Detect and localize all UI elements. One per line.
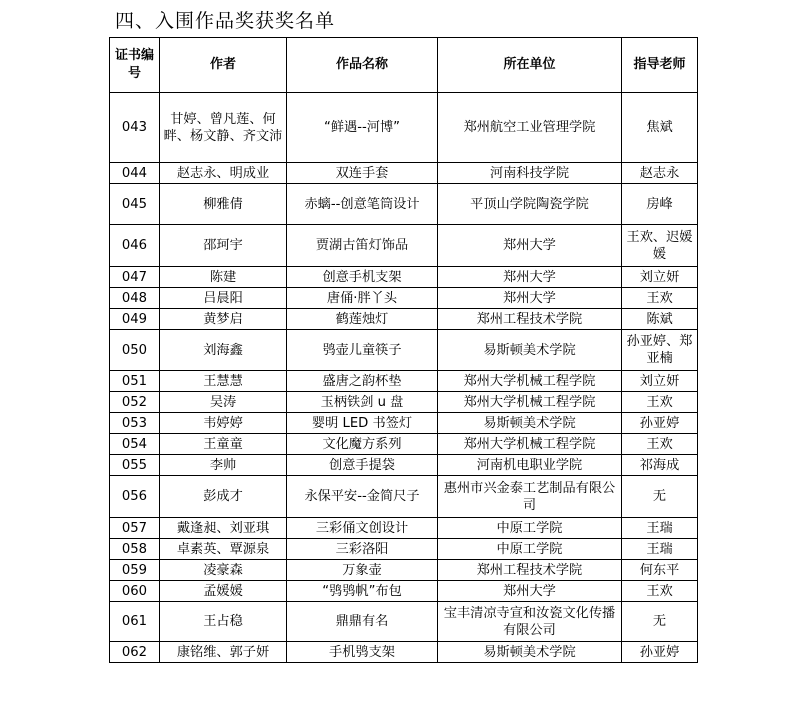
cell-advisor: 孙亚婷 [622, 413, 698, 434]
cell-cert-no: 056 [110, 476, 160, 518]
table-row [110, 476, 698, 518]
cell-advisor: 祁海成 [622, 455, 698, 476]
cell-unit: 郑州工程技术学院 [438, 309, 622, 330]
cell-advisor: 王欢 [622, 581, 698, 602]
cell-advisor: 无 [622, 602, 698, 642]
cell-author: 王童童 [160, 434, 287, 455]
cell-work-title: 盛唐之韵杯垫 [287, 371, 438, 392]
cell-cert-no: 050 [110, 330, 160, 371]
cell-author: 王占稳 [160, 602, 287, 642]
table-row [110, 602, 698, 642]
cell-author: 赵志永、明成业 [160, 163, 287, 184]
cell-cert-no: 044 [110, 163, 160, 184]
cell-unit: 郑州大学 [438, 267, 622, 288]
table-row [110, 560, 698, 581]
table-row [110, 330, 698, 371]
table-row [110, 518, 698, 539]
cell-unit: 河南机电职业学院 [438, 455, 622, 476]
cell-author: 王慧慧 [160, 371, 287, 392]
cell-unit: 易斯顿美术学院 [438, 642, 622, 663]
table-row [110, 581, 698, 602]
cell-unit: 郑州航空工业管理学院 [438, 93, 622, 163]
cell-author: 吕晨阳 [160, 288, 287, 309]
cell-work-title: 三彩俑文创设计 [287, 518, 438, 539]
cell-unit: 易斯顿美术学院 [438, 413, 622, 434]
cell-advisor: 孙亚婷 [622, 642, 698, 663]
cell-cert-no: 045 [110, 184, 160, 225]
cell-author: 康铭维、郭子妍 [160, 642, 287, 663]
cell-work-title: 三彩洛阳 [287, 539, 438, 560]
table-row [110, 539, 698, 560]
cell-cert-no: 053 [110, 413, 160, 434]
cell-unit: 惠州市兴金泰工艺制品有限公司 [438, 476, 622, 518]
cell-unit: 河南科技学院 [438, 163, 622, 184]
page-title: 四、入围作品奖获奖名单 [115, 10, 336, 32]
cell-unit: 中原工学院 [438, 518, 622, 539]
cell-work-title: 唐俑·胖丫头 [287, 288, 438, 309]
table-row [110, 392, 698, 413]
cell-author: 戴逢昶、刘亚琪 [160, 518, 287, 539]
header-cert-no: 证书编号 [110, 38, 160, 93]
cell-author: 黄梦启 [160, 309, 287, 330]
table-row [110, 413, 698, 434]
cell-cert-no: 057 [110, 518, 160, 539]
table-row [110, 267, 698, 288]
cell-work-title: 玉柄铁剑 u 盘 [287, 392, 438, 413]
table-header-row [110, 38, 698, 93]
cell-cert-no: 058 [110, 539, 160, 560]
cell-cert-no: 060 [110, 581, 160, 602]
table-row [110, 455, 698, 476]
cell-advisor: 何东平 [622, 560, 698, 581]
cell-unit: 郑州大学机械工程学院 [438, 392, 622, 413]
cell-work-title: 双连手套 [287, 163, 438, 184]
cell-unit: 郑州大学机械工程学院 [438, 371, 622, 392]
table-row [110, 642, 698, 663]
cell-cert-no: 051 [110, 371, 160, 392]
cell-work-title: 创意手机支架 [287, 267, 438, 288]
cell-unit: 郑州大学机械工程学院 [438, 434, 622, 455]
cell-author: 韦婷婷 [160, 413, 287, 434]
table-row [110, 309, 698, 330]
cell-unit: 郑州大学 [438, 581, 622, 602]
cell-advisor: 刘立妍 [622, 371, 698, 392]
cell-advisor: 房峰 [622, 184, 698, 225]
cell-author: 孟媛媛 [160, 581, 287, 602]
cell-advisor: 王欢、迟媛媛 [622, 225, 698, 267]
cell-work-title: “鸮鸮帆”布包 [287, 581, 438, 602]
cell-advisor: 王欢 [622, 434, 698, 455]
cell-work-title: 手机鸮支架 [287, 642, 438, 663]
cell-author: 凌豪森 [160, 560, 287, 581]
cell-unit: 平顶山学院陶瓷学院 [438, 184, 622, 225]
cell-work-title: 创意手提袋 [287, 455, 438, 476]
cell-advisor: 王瑞 [622, 518, 698, 539]
cell-cert-no: 049 [110, 309, 160, 330]
cell-advisor: 孙亚婷、郑亚楠 [622, 330, 698, 371]
table-row [110, 225, 698, 267]
cell-author: 刘海鑫 [160, 330, 287, 371]
cell-author: 甘婷、曾凡莲、何畔、杨文静、齐文沛 [160, 93, 287, 163]
cell-work-title: 鹤莲烛灯 [287, 309, 438, 330]
cell-author: 邵珂宇 [160, 225, 287, 267]
cell-unit: 中原工学院 [438, 539, 622, 560]
table-row [110, 288, 698, 309]
cell-author: 吴涛 [160, 392, 287, 413]
cell-work-title: 鸮壶儿童筷子 [287, 330, 438, 371]
cell-advisor: 焦斌 [622, 93, 698, 163]
cell-advisor: 刘立妍 [622, 267, 698, 288]
cell-work-title: 贾湖古笛灯饰品 [287, 225, 438, 267]
cell-author: 卓素英、覃源泉 [160, 539, 287, 560]
cell-unit: 易斯顿美术学院 [438, 330, 622, 371]
cell-cert-no: 046 [110, 225, 160, 267]
cell-work-title: “鲜遇--河博” [287, 93, 438, 163]
cell-author: 李帅 [160, 455, 287, 476]
table-row [110, 434, 698, 455]
cell-advisor: 王欢 [622, 392, 698, 413]
cell-cert-no: 055 [110, 455, 160, 476]
table-row [110, 371, 698, 392]
header-work-title: 作品名称 [287, 38, 438, 93]
cell-unit: 郑州大学 [438, 225, 622, 267]
cell-work-title: 万象壶 [287, 560, 438, 581]
cell-advisor: 赵志永 [622, 163, 698, 184]
cell-unit: 郑州工程技术学院 [438, 560, 622, 581]
table-row [110, 184, 698, 225]
table-row [110, 93, 698, 163]
header-author: 作者 [160, 38, 287, 93]
cell-cert-no: 062 [110, 642, 160, 663]
cell-advisor: 王欢 [622, 288, 698, 309]
header-advisor: 指导老师 [622, 38, 698, 93]
cell-cert-no: 061 [110, 602, 160, 642]
cell-cert-no: 059 [110, 560, 160, 581]
awards-table [109, 37, 698, 663]
cell-work-title: 鼎鼎有名 [287, 602, 438, 642]
table-row [110, 163, 698, 184]
cell-cert-no: 047 [110, 267, 160, 288]
cell-work-title: 文化魔方系列 [287, 434, 438, 455]
cell-work-title: 赤螭--创意笔筒设计 [287, 184, 438, 225]
header-unit: 所在单位 [438, 38, 622, 93]
cell-author: 彭成才 [160, 476, 287, 518]
cell-cert-no: 052 [110, 392, 160, 413]
cell-work-title: 永保平安--金简尺子 [287, 476, 438, 518]
table-body [110, 93, 698, 663]
cell-cert-no: 054 [110, 434, 160, 455]
cell-advisor: 陈斌 [622, 309, 698, 330]
cell-advisor: 王瑞 [622, 539, 698, 560]
cell-cert-no: 048 [110, 288, 160, 309]
cell-cert-no: 043 [110, 93, 160, 163]
cell-author: 柳雅倩 [160, 184, 287, 225]
cell-author: 陈建 [160, 267, 287, 288]
cell-unit: 郑州大学 [438, 288, 622, 309]
cell-work-title: 婴明 LED 书签灯 [287, 413, 438, 434]
cell-unit: 宝丰清凉寺宣和汝瓷文化传播有限公司 [438, 602, 622, 642]
cell-advisor: 无 [622, 476, 698, 518]
